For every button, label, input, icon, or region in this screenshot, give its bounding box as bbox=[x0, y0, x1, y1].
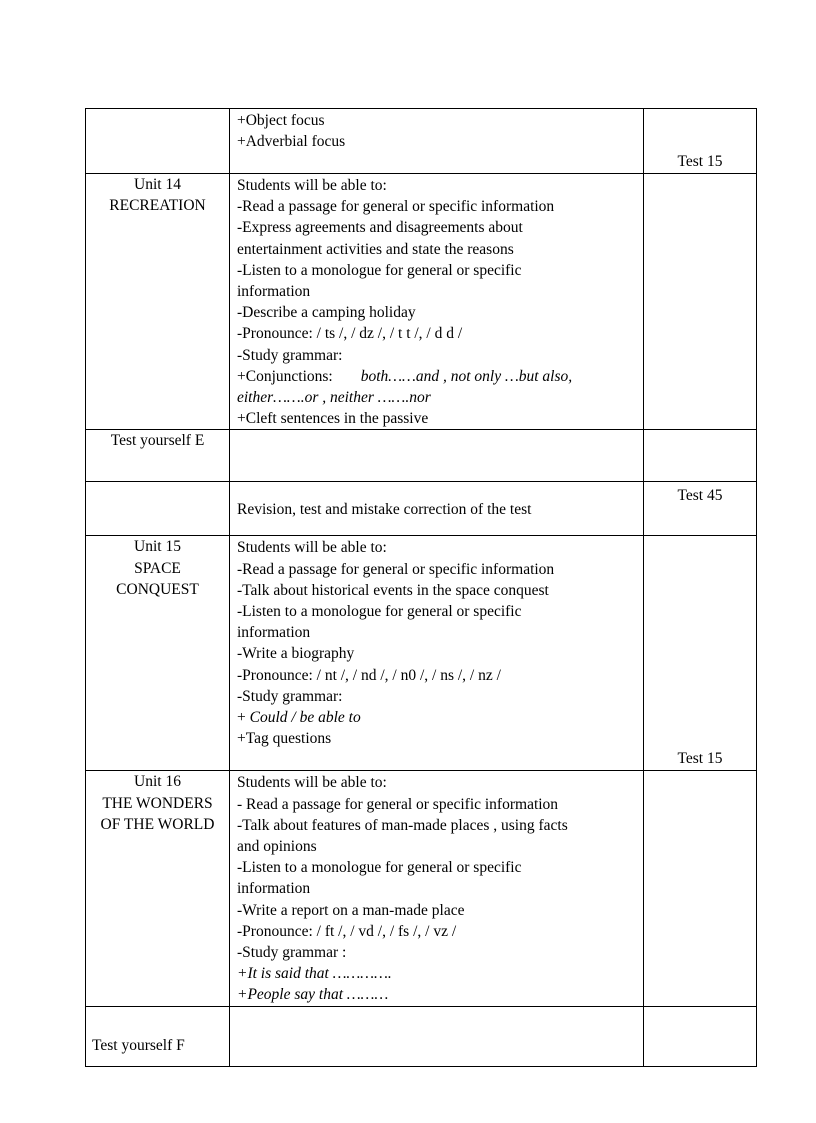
unit-title: CONQUEST bbox=[116, 580, 199, 598]
table-row-test-yourself-e bbox=[86, 430, 757, 482]
conjunctions-line bbox=[237, 366, 639, 387]
syllabus-table bbox=[85, 108, 757, 1067]
unit-title: RECREATION bbox=[109, 197, 206, 215]
content-line: Revision, test and mistake correction of the test bbox=[237, 500, 532, 518]
conjunctions-examples-2: either…….or , neither …….nor bbox=[237, 389, 431, 407]
test-label: Test 15 bbox=[677, 152, 723, 170]
content-line: -Listen to a monologue for general or specific bbox=[237, 261, 522, 279]
content-line: -Study grammar: bbox=[237, 346, 343, 364]
table-row-focus bbox=[86, 109, 757, 174]
content-line: -Listen to a monologue for general or specific bbox=[237, 603, 522, 621]
test-cell bbox=[644, 771, 757, 1006]
conjunctions-label: +Conjunctions: bbox=[237, 367, 333, 385]
content-cell bbox=[230, 771, 644, 1006]
table-row-unit14 bbox=[86, 174, 757, 430]
content-line: -Pronounce: / nt /, / nd /, / n0 /, / ns /, / nz / bbox=[237, 666, 501, 684]
content-line: -Pronounce: / ts /, / dz /, / t t /, / d d / bbox=[237, 325, 463, 343]
table-row-unit16 bbox=[86, 771, 757, 1006]
content-line: Students will be able to: bbox=[237, 177, 387, 194]
content-line: Students will be able to: bbox=[237, 539, 387, 557]
unit-title: Test yourself F bbox=[92, 1037, 185, 1055]
unit-cell bbox=[86, 174, 230, 430]
content-line: -Express agreements and disagreements about bbox=[237, 219, 523, 237]
content-line: entertainment activities and state the reasons bbox=[237, 240, 514, 258]
test-label: Test 45 bbox=[677, 487, 723, 505]
content-cell bbox=[230, 536, 644, 771]
unit-number: Unit 15 bbox=[134, 538, 181, 556]
unit-title: THE WONDERS bbox=[102, 794, 213, 812]
unit-title: SPACE bbox=[134, 559, 181, 577]
content-line: information bbox=[237, 880, 311, 898]
test-cell bbox=[644, 536, 757, 771]
content-cell bbox=[230, 109, 644, 174]
content-line: - Read a passage for general or specific information bbox=[237, 795, 559, 813]
table-row-test-yourself-f bbox=[86, 1006, 757, 1066]
unit-number: Unit 14 bbox=[134, 176, 181, 193]
content-line: -Write a biography bbox=[237, 645, 355, 663]
grammar-example: +People say that ……… bbox=[237, 986, 389, 1004]
table-row-unit15 bbox=[86, 536, 757, 771]
test-cell bbox=[644, 430, 757, 482]
content-line: -Study grammar : bbox=[237, 944, 347, 962]
modal-prefix: + bbox=[237, 709, 250, 727]
content-line: +Object focus bbox=[237, 112, 325, 129]
unit-cell bbox=[86, 430, 230, 482]
unit-title: OF THE WORLD bbox=[100, 815, 215, 833]
unit-cell bbox=[86, 1006, 230, 1066]
content-line: -Pronounce: / ft /, / vd /, / fs /, / vz / bbox=[237, 922, 457, 940]
test-cell bbox=[644, 174, 757, 430]
content-line: -Read a passage for general or specific information bbox=[237, 198, 555, 216]
unit-number: Unit 16 bbox=[134, 773, 181, 791]
content-cell bbox=[230, 430, 644, 482]
modal-examples: Could / be able to bbox=[249, 709, 361, 727]
unit-cell bbox=[86, 109, 230, 174]
test-label: Test 15 bbox=[677, 750, 723, 768]
content-line: -Write a report on a man-made place bbox=[237, 901, 465, 919]
content-line: +Adverbial focus bbox=[237, 133, 346, 151]
unit-cell bbox=[86, 482, 230, 536]
unit-title: Test yourself E bbox=[110, 432, 205, 450]
content-line: +Tag questions bbox=[237, 730, 332, 748]
unit-cell bbox=[86, 771, 230, 1006]
test-cell bbox=[644, 1006, 757, 1066]
test-cell bbox=[644, 109, 757, 174]
content-line: information bbox=[237, 624, 311, 642]
content-line: Students will be able to: bbox=[237, 774, 387, 792]
table-row-revision bbox=[86, 482, 757, 536]
content-line: +Cleft sentences in the passive bbox=[237, 410, 429, 428]
content-cell bbox=[230, 482, 644, 536]
content-cell bbox=[230, 1006, 644, 1066]
conjunctions-examples: both……and , not only …but also, bbox=[360, 367, 573, 385]
modal-line bbox=[237, 707, 639, 728]
content-line: -Describe a camping holiday bbox=[237, 304, 416, 322]
content-line: -Listen to a monologue for general or specific bbox=[237, 859, 522, 877]
content-line: -Read a passage for general or specific information bbox=[237, 560, 555, 578]
content-line: -Talk about features of man-made places , using facts bbox=[237, 816, 568, 834]
content-line: and opinions bbox=[237, 838, 317, 856]
content-cell bbox=[230, 174, 644, 430]
content-line: -Talk about historical events in the space conquest bbox=[237, 581, 549, 599]
unit-cell bbox=[86, 536, 230, 771]
grammar-example: +It is said that …………. bbox=[237, 965, 392, 983]
content-line: information bbox=[237, 283, 311, 301]
test-cell bbox=[644, 482, 757, 536]
content-line: -Study grammar: bbox=[237, 687, 343, 705]
